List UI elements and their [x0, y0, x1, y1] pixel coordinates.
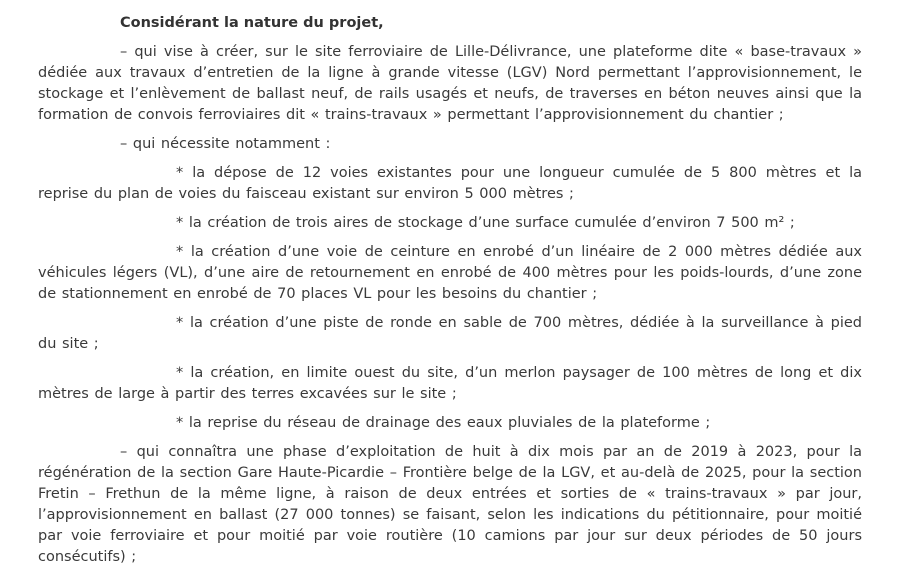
paragraph-operation-phase: – qui connaîtra une phase d’exploitation de huit à dix mois par an de 2019 à 2023, pour la régénération de la section Gare Haute-Picardie – Frontière belge de la LGV, et au-delà de 2025, pour la section Fretin – Frethun de la même ligne, à raison de deux entrées et sorties de « trains-travaux » par jour, l’approvisionnement en ballast (27 000 tonnes) se faisant, selon les indications du pétitionnaire, pour moitié par voie ferroviaire et pour moitié par voie routière (10 camions par jour sur deux périodes de 50 jours consécutifs) ; — [38, 444, 862, 565]
paragraph-ring-road: * la création d’une voie de ceinture en enrobé d’un linéaire de 2 000 mètres dédiée aux véhicules légers (VL), d’une aire de retournement en enrobé de 400 mètres pour les poids-lourds, d’une zone de stationnement en enrobé de 70 places VL pour les besoins du chantier ; — [38, 244, 862, 302]
paragraph-landscaped-berm: * la création, en limite ouest du site, d’un merlon paysager de 100 mètres de long et dix mètres de large à partir des terres excavées sur le site ; — [38, 365, 862, 402]
paragraph-project-description: – qui vise à créer, sur le site ferroviaire de Lille-Délivrance, une plateforme dite « base-travaux » dédiée aux travaux d’entretien de la ligne à grande vitesse (LGV) Nord permettant l’approvisionnement, le stockage et l’enlèvement de ballast neuf, de rails usagés et neufs, de traverses en béton neuves ainsi que la formation de convois ferroviaires dit « trains-travaux » permettant l’approvisionnement du chantier ; — [38, 44, 862, 123]
document-heading: Considérant la nature du projet, — [120, 15, 384, 31]
paragraph-drainage-network: * la reprise du réseau de drainage des eaux pluviales de la plateforme ; — [176, 415, 711, 431]
paragraph-storage-areas: * la création de trois aires de stockage d’une surface cumulée d’environ 7 500 m² ; — [176, 215, 795, 231]
paragraph-patrol-track: * la création d’une piste de ronde en sable de 700 mètres, dédiée à la surveillance à pied du site ; — [38, 315, 862, 352]
paragraph-track-removal: * la dépose de 12 voies existantes pour une longueur cumulée de 5 800 mètres et la reprise du plan de voies du faisceau existant sur environ 5 000 mètres ; — [38, 165, 862, 202]
paragraph-requirements-intro: – qui nécessite notamment : — [120, 136, 331, 152]
